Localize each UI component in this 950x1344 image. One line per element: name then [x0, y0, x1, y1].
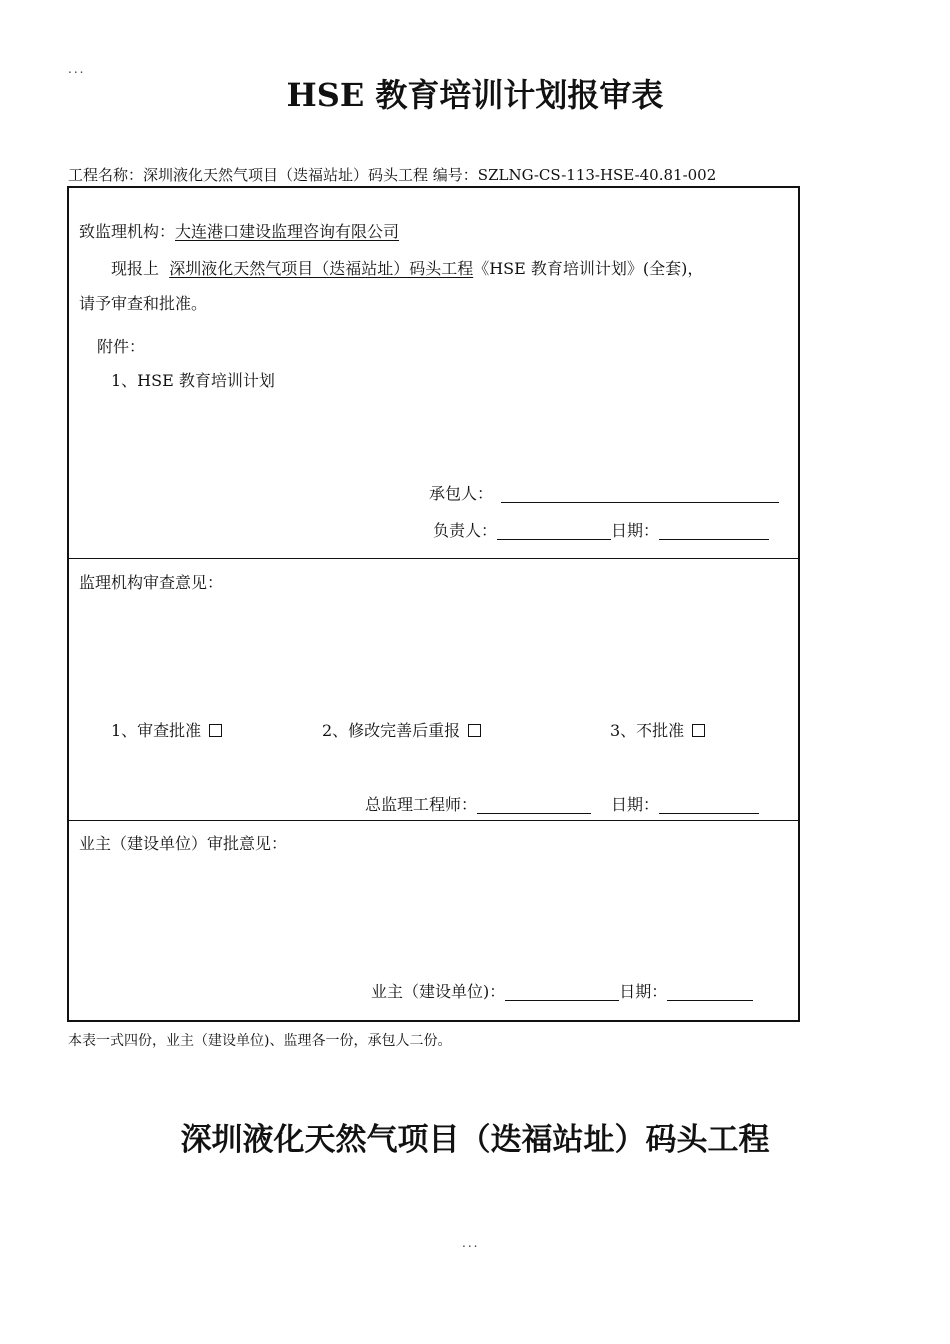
approval-form: [67, 186, 800, 1022]
header-dots: ...: [68, 62, 86, 76]
contractor-line: [429, 481, 779, 504]
responsible-line: [433, 518, 769, 541]
date-field[interactable]: [667, 984, 753, 1001]
footnote: 本表一式四份，业主（建设单位)、监理各一份，承包人二份。: [68, 1033, 452, 1049]
checkbox-revise[interactable]: [468, 724, 481, 737]
checkbox-approve[interactable]: [209, 724, 222, 737]
responsible-signature-field[interactable]: [497, 523, 611, 540]
attachment-item: 1、HSE 教育培训计划: [111, 371, 275, 390]
divider: [69, 558, 798, 559]
option-reject-label: 3、不批准: [610, 721, 685, 740]
option-reject[interactable]: [610, 718, 705, 741]
option-approve[interactable]: [111, 718, 222, 741]
submit-project: 深圳液化天然气项目（迭福站址）码头工程: [169, 259, 474, 278]
date-field[interactable]: [659, 523, 769, 540]
date-label: 日期：: [611, 521, 660, 540]
date-label: 日期：: [619, 982, 668, 1001]
engineer-line: [365, 792, 759, 815]
date-field[interactable]: [659, 797, 759, 814]
recipient-line: [79, 219, 399, 242]
next-page-title: 深圳液化天然气项目（迭福站址）码头工程: [180, 1122, 770, 1158]
owner-line: [371, 979, 753, 1002]
recipient-label: 致监理机构：: [79, 222, 176, 241]
owner-signature-field[interactable]: [505, 984, 619, 1001]
submit-line: [111, 256, 703, 279]
submit-prefix: 现报上: [111, 259, 160, 278]
footer-dots: ...: [462, 1236, 480, 1250]
attachment-label: 附件：: [97, 337, 146, 356]
contractor-signature-field[interactable]: [501, 486, 779, 503]
option-revise-label: 2、修改完善后重报: [322, 721, 461, 740]
owner-opinion-heading: 业主（建设单位）审批意见：: [79, 834, 288, 853]
meta-line: [68, 164, 716, 185]
owner-label: 业主（建设单位)：: [371, 982, 506, 1001]
engineer-label: 总监理工程师：: [365, 795, 478, 814]
supervisor-opinion-heading: 监理机构审查意见：: [79, 573, 224, 592]
document-code: 编号：SZLNG-CS-113-HSE-40.81-002: [432, 166, 717, 184]
checkbox-reject[interactable]: [692, 724, 705, 737]
project-name: 工程名称：深圳液化天然气项目（迭福站址）码头工程: [68, 166, 429, 184]
date-label: 日期：: [611, 795, 660, 814]
recipient-value: 大连港口建设监理咨询有限公司: [175, 222, 400, 241]
form-title: HSE 教育培训计划报审表: [286, 76, 664, 114]
contractor-label: 承包人：: [429, 484, 494, 503]
responsible-label: 负责人：: [433, 521, 498, 540]
request-text: 请予审查和批准。: [79, 294, 208, 313]
option-approve-label: 1、审查批准: [111, 721, 202, 740]
submit-suffix: 《HSE 教育培训计划》(全套)，: [473, 259, 704, 278]
option-revise[interactable]: [322, 718, 481, 741]
divider: [69, 820, 798, 821]
engineer-signature-field[interactable]: [477, 797, 591, 814]
